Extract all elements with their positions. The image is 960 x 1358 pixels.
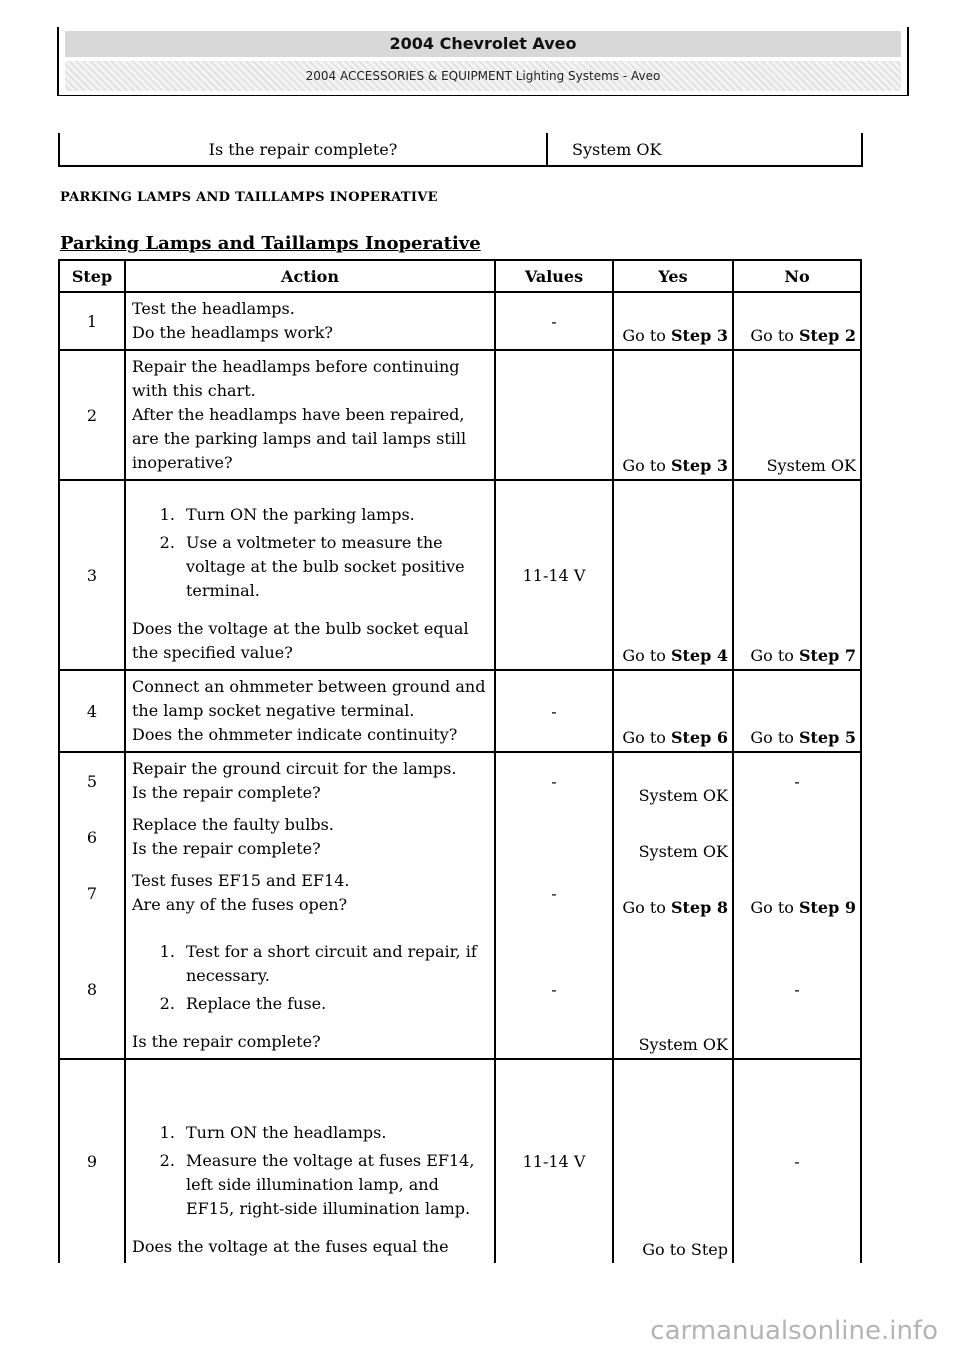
col-header-no: No [733,260,861,292]
action-steps [132,1121,490,1221]
diagnostic-table [58,259,862,1263]
section-heading: PARKING LAMPS AND TAILLAMPS INOPERATIVE [60,190,438,205]
yes-result: Go to Step 3 [613,350,733,480]
step-number: 9 [59,1059,125,1263]
step-value: - [495,752,613,809]
step-number: 8 [59,921,125,1059]
yes-result: System OK [613,752,733,809]
no-result: - [733,752,861,809]
step-number: 5 [59,752,125,809]
action-line: Replace the faulty bulbs. [132,815,334,834]
step-number: 4 [59,670,125,752]
no-result: Go to Step 7 [733,480,861,670]
action-line: Test the headlamps. [132,299,295,318]
no-result: - [733,1059,861,1263]
action-question: Does the voltage at the bulb socket equal the specified value? [132,619,469,662]
step-value: - [495,670,613,752]
table-row [59,752,861,809]
action-question: Are any of the fuses open? [132,895,348,914]
action-question: Does the ohmmeter indicate continuity? [132,725,458,744]
col-header-action: Action [125,260,495,292]
step-value: - [495,865,613,921]
yes-result: Go to Step 8 [613,865,733,921]
action-steps [132,940,490,1016]
action-step-item: 1. Turn ON the headlamps. [180,1121,490,1145]
no-result: Go to Step 9 [733,865,861,921]
yes-result: System OK [613,809,733,865]
step-value: 11-14 V [495,1059,613,1263]
step-action [125,1059,495,1263]
step-value: 11-14 V [495,480,613,670]
previous-table-last-row [58,133,863,167]
table-row [59,809,861,865]
no-result: System OK [733,350,861,480]
step-action [125,865,495,921]
previous-row-answer: System OK [572,140,662,159]
action-question: After the headlamps have been repaired, are the parking lamps and tail lamps still inoperative? [132,405,467,472]
step-action [125,752,495,809]
step-link: Step 7 [798,646,856,665]
action-question: Do the headlamps work? [132,323,334,342]
step-link: Step 2 [798,326,856,345]
step-link: Step 9 [798,898,856,917]
step-value [495,350,613,480]
document-header [57,27,909,96]
action-step-item: 2. Use a voltmeter to measure the voltage at the bulb socket positive terminal. [180,531,490,603]
table-title: Parking Lamps and Taillamps Inoperative [60,233,481,254]
action-line: Test fuses EF15 and EF14. [132,871,350,890]
step-action [125,480,495,670]
site-watermark: carmanualsonline.info [650,1316,938,1346]
step-link: Step 3 [670,326,728,345]
step-action [125,809,495,865]
step-action [125,292,495,350]
step-action [125,670,495,752]
no-result: Go to Step 5 [733,670,861,752]
document-subtitle: 2004 ACCESSORIES & EQUIPMENT Lighting Systems - Aveo [65,61,901,91]
action-question: Does the voltage at the fuses equal the [132,1237,449,1256]
step-value: - [495,921,613,1059]
table-row [59,480,861,670]
yes-result: Go to Step 6 [613,670,733,752]
step-number: 1 [59,292,125,350]
step-action [125,921,495,1059]
table-row [59,1059,861,1263]
table-row [59,921,861,1059]
step-link: Step 3 [670,456,728,475]
step-link: Step 5 [798,728,856,747]
step-link: Step 4 [670,646,728,665]
action-step-item: 2. Replace the fuse. [180,992,490,1016]
previous-row-question: Is the repair complete? [60,133,548,165]
action-steps [132,503,490,603]
step-link: Step 6 [670,728,728,747]
step-action [125,350,495,480]
action-step-item: 1. Test for a short circuit and repair, if necessary. [180,940,490,988]
table-row [59,292,861,350]
no-result: Go to Step 2 [733,292,861,350]
table-row [59,865,861,921]
col-header-step: Step [59,260,125,292]
table-header-row [59,260,861,292]
document-title: 2004 Chevrolet Aveo [65,31,901,57]
yes-result: Go to Step [613,1059,733,1263]
step-value: - [495,292,613,350]
action-question: Is the repair complete? [132,1032,321,1051]
action-line: Repair the headlamps before continuing with this chart. [132,357,460,400]
step-number: 3 [59,480,125,670]
yes-result: System OK [613,921,733,1059]
action-step-item: 2. Measure the voltage at fuses EF14, left side illumination lamp, and EF15, right-side illumination lamp. [180,1149,490,1221]
step-number: 2 [59,350,125,480]
col-header-values: Values [495,260,613,292]
step-number: 6 [59,809,125,865]
col-header-yes: Yes [613,260,733,292]
yes-result: Go to Step 3 [613,292,733,350]
action-line: Connect an ohmmeter between ground and the lamp socket negative terminal. [132,677,486,720]
no-result [733,809,861,865]
action-question: Is the repair complete? [132,783,321,802]
step-value [495,809,613,865]
no-result: - [733,921,861,1059]
action-question: Is the repair complete? [132,839,321,858]
table-row [59,350,861,480]
action-line: Repair the ground circuit for the lamps. [132,759,457,778]
step-link: Step 8 [670,898,728,917]
action-step-item: 1. Turn ON the parking lamps. [180,503,490,527]
yes-result: Go to Step 4 [613,480,733,670]
step-number: 7 [59,865,125,921]
table-row [59,670,861,752]
